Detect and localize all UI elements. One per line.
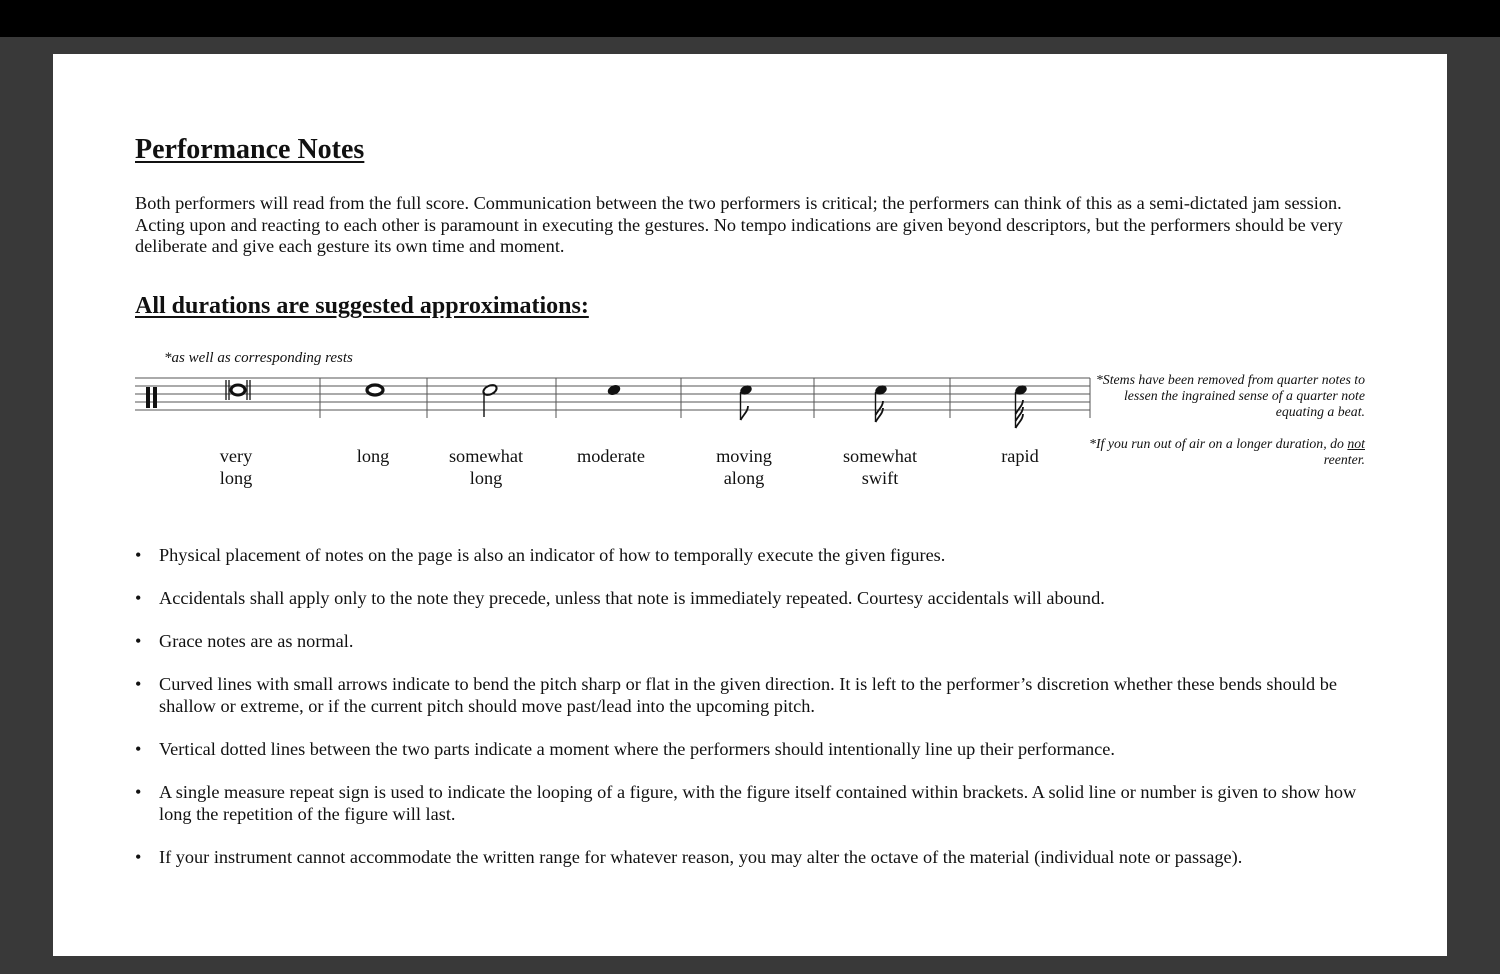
half-note-icon xyxy=(482,383,498,417)
list-item: • A single measure repeat sign is used to indicate the looping of a figure, with the figure itself contained within brackets. A solid line or number is given to show how long the repetition of the figure will last. xyxy=(135,782,1357,824)
document-page xyxy=(53,54,1447,956)
duration-label-rapid: rapid xyxy=(1001,446,1039,466)
duration-label-long: long xyxy=(356,446,390,466)
duration-label-moving-along: moving along xyxy=(716,446,772,488)
whole-note-icon xyxy=(367,385,383,395)
duration-staff xyxy=(135,370,1091,430)
rests-footnote: *as well as corresponding rests xyxy=(164,350,353,366)
quarter-notehead-icon xyxy=(606,383,622,397)
duration-label-moderate: moderate xyxy=(576,446,646,466)
intro-paragraph: Both performers will read from the full score. Communication between the two performers is critical; the performers can think of this as a semi-dictated jam session. Acting upon and reacting to each other is paramount in executing the gestures. No tempo indications are given beyond descriptors, but the performers should be very deliberate and give each gesture its own time and moment. xyxy=(135,193,1343,256)
list-item: • Accidentals shall apply only to the note they precede, unless that note is immediately repeated. Courtesy accidentals will abound. xyxy=(135,588,1105,608)
list-item: • Vertical dotted lines between the two parts indicate a moment where the performers should intentionally line up their performance. xyxy=(135,739,1115,759)
sixteenth-note-icon xyxy=(874,384,889,422)
list-item: • If your instrument cannot accommodate the written range for whatever reason, you may alter the octave of the material (individual note or passage). xyxy=(135,847,1243,867)
durations-heading: All durations are suggested approximations: xyxy=(135,293,589,319)
window-top-bar xyxy=(0,0,1500,37)
breve-note-icon xyxy=(226,380,250,400)
thirty-second-note-icon xyxy=(1014,384,1029,428)
barlines xyxy=(320,378,1090,418)
duration-label-somewhat-swift: somewhat swift xyxy=(842,446,918,488)
air-footnote: *If you run out of air on a longer duration, do not reenter. xyxy=(1089,436,1365,467)
performance-notes-list xyxy=(135,544,1375,889)
duration-label-somewhat-long: somewhat long xyxy=(448,446,524,488)
list-item: • Physical placement of notes on the page is also an indicator of how to temporally execute the given figures. xyxy=(135,545,946,565)
stems-footnote: *Stems have been removed from quarter notes to lessen the ingrained sense of a quarter note equating a beat. xyxy=(1095,372,1365,419)
list-item: • Curved lines with small arrows indicate to bend the pitch sharp or flat in the given direction. It is left to the performer’s discretion whether these bends should be shallow or extreme, or if the current pitch should move past/lead into the upcoming pitch. xyxy=(135,674,1337,716)
page-title: Performance Notes xyxy=(135,134,365,165)
duration-label-very-long: very long xyxy=(219,446,253,488)
percussion-clef-icon xyxy=(146,387,157,408)
list-item: • Grace notes are as normal. xyxy=(135,631,354,651)
